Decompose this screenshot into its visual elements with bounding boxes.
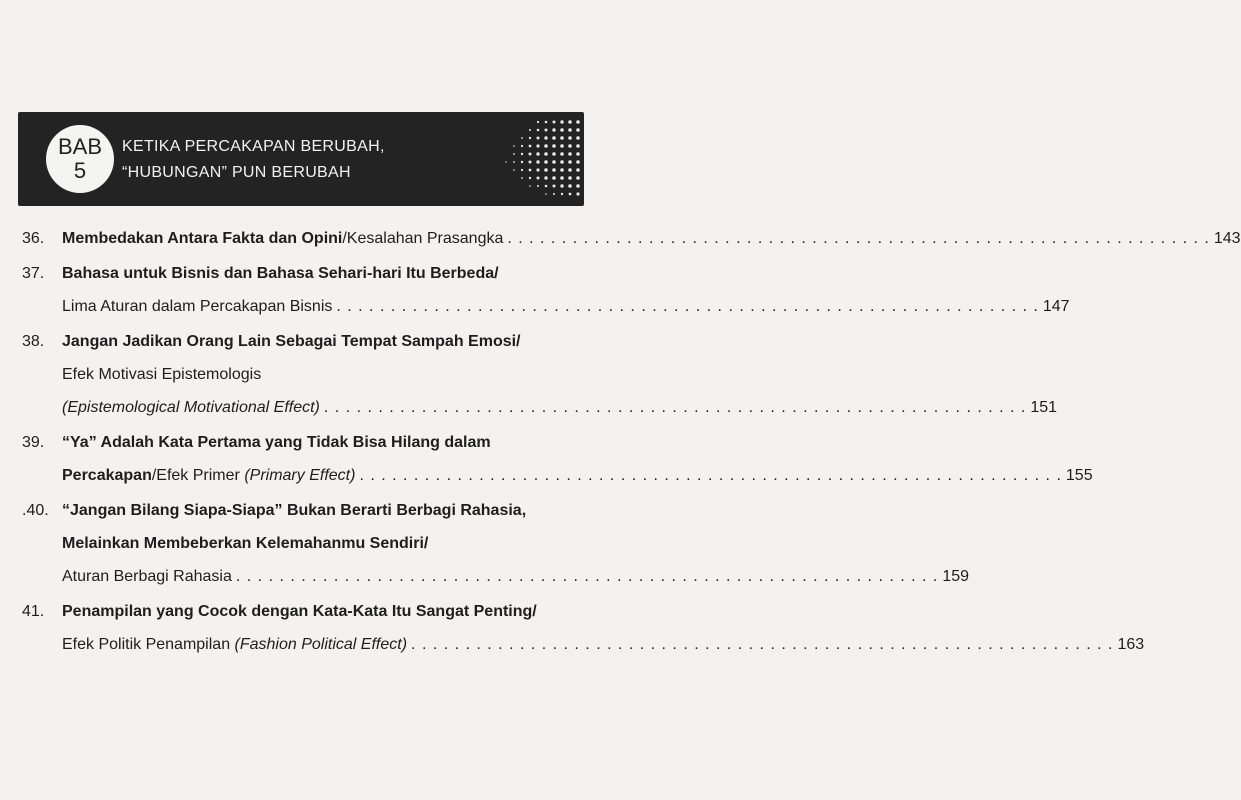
toc-subtitle: Efek Politik Penampilan	[62, 636, 235, 653]
toc-title: Membedakan Antara Fakta dan Opini	[62, 230, 343, 247]
toc-number: 38.	[22, 333, 45, 350]
toc-entry-36[interactable]	[22, 222, 1241, 255]
toc-entry-40-cont	[22, 527, 568, 560]
toc-title: “Ya” Adalah Kata Pertama yang Tidak Bisa Hilang dalam	[62, 434, 491, 451]
toc-entry-39-sub[interactable]	[22, 459, 1093, 492]
toc-number: .40.	[22, 502, 49, 519]
toc-entry-37-sub[interactable]	[22, 290, 1070, 323]
chapter-title-line-2: “HUBUNGAN” PUN BERUBAH	[122, 164, 351, 181]
toc-page-number: 163	[1117, 636, 1145, 653]
dot-leader: . . . . . . . . . . . . . . . . . . . . . . . . . . . . . . . . . . . . . . . . . . . . . . . . . . . . . . . . . . . . . . . . .	[235, 568, 939, 585]
toc-entry-38[interactable]	[22, 325, 568, 358]
chapter-number: 5	[73, 158, 87, 183]
dot-leader: . . . . . . . . . . . . . . . . . . . . . . . . . . . . . . . . . . . . . . . . . . . . . . . . . . . . . . . . . . . . . . . . .	[507, 230, 1210, 247]
toc-number: 39.	[22, 434, 45, 451]
toc-title: “Jangan Bilang Siapa-Siapa” Bukan Berarti Berbagi Rahasia,	[62, 502, 527, 519]
toc-subtitle: /Efek Primer	[151, 467, 245, 484]
toc-entry-39[interactable]	[22, 426, 568, 459]
toc-entry-41[interactable]	[22, 595, 568, 628]
toc-subtitle-english: (Primary Effect)	[244, 467, 356, 484]
dot-leader: . . . . . . . . . . . . . . . . . . . . . . . . . . . . . . . . . . . . . . . . . . . . . . . . . . . . . . . . . . . . . . . . .	[411, 636, 1114, 653]
toc-entry-40[interactable]	[22, 494, 568, 527]
toc-page-number: 147	[1042, 298, 1070, 315]
toc-entry-38-sub	[22, 358, 568, 391]
toc-entry-41-sub[interactable]	[22, 628, 1145, 661]
toc-number: 37.	[22, 265, 45, 282]
dot-leader: . . . . . . . . . . . . . . . . . . . . . . . . . . . . . . . . . . . . . . . . . . . . . . . . . . . . . . . . . . . . . . . . .	[359, 467, 1062, 484]
toc-title: Penampilan yang Cocok dengan Kata-Kata Itu Sangat Penting/	[62, 603, 537, 620]
toc-subtitle-english: (Fashion Political Effect)	[234, 636, 408, 653]
chapter-badge	[46, 125, 114, 193]
dot-leader: . . . . . . . . . . . . . . . . . . . . . . . . . . . . . . . . . . . . . . . . . . . . . . . . . . . . . . . . . . . . . . . . .	[336, 298, 1039, 315]
toc-title: Bahasa untuk Bisnis dan Bahasa Sehari-hari Itu Berbeda/	[62, 265, 499, 282]
toc-entry-40-sub[interactable]	[22, 560, 970, 593]
toc-entry-37[interactable]	[22, 257, 568, 290]
toc-entry-38-sub2[interactable]	[22, 391, 1058, 424]
chapter-banner	[18, 112, 584, 206]
toc-subtitle: Lima Aturan dalam Percakapan Bisnis	[62, 298, 333, 315]
toc-title: Jangan Jadikan Orang Lain Sebagai Tempat Sampah Emosi/	[62, 333, 521, 350]
toc-subtitle-english: (Epistemological Motivational Effect)	[62, 399, 320, 416]
dot-leader: . . . . . . . . . . . . . . . . . . . . . . . . . . . . . . . . . . . . . . . . . . . . . . . . . . . . . . . . . . . . . . . . .	[323, 399, 1027, 416]
toc-page-number: 143	[1213, 230, 1241, 247]
toc-subtitle: /Kesalahan Prasangka	[342, 230, 504, 247]
toc-page-number: 155	[1065, 467, 1093, 484]
halftone-decoration	[464, 112, 584, 206]
table-of-contents	[22, 222, 1241, 661]
toc-subtitle: Aturan Berbagi Rahasia	[62, 568, 232, 585]
toc-page-number: 159	[942, 568, 970, 585]
toc-title-cont: Percakapan	[62, 467, 152, 484]
chapter-title-line-1: KETIKA PERCAKAPAN BERUBAH,	[122, 138, 385, 155]
toc-number: 36.	[22, 230, 45, 247]
toc-page-number: 151	[1030, 399, 1058, 416]
chapter-title	[122, 134, 385, 186]
chapter-label: BAB	[57, 134, 103, 159]
toc-title-cont: Melainkan Membeberkan Kelemahanmu Sendiri/	[62, 535, 429, 552]
toc-subtitle: Efek Motivasi Epistemologis	[62, 366, 262, 383]
toc-number: 41.	[22, 603, 45, 620]
